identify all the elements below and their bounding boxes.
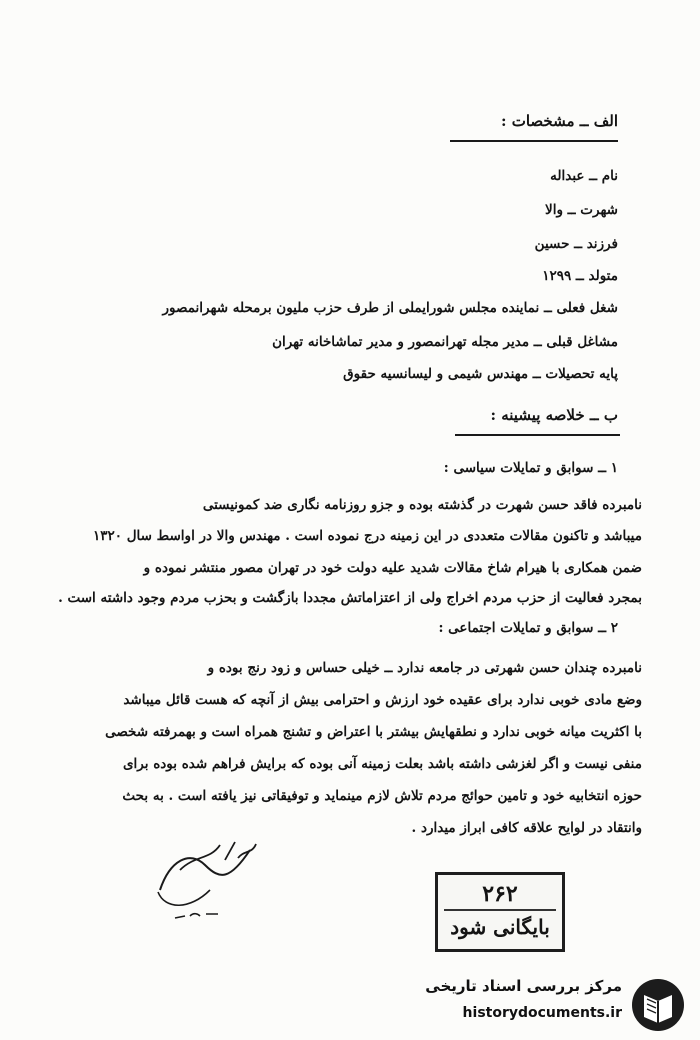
paragraph-line: ضمن همکاری با هیرام شاخ مقالات شدید علیه دولت خود در تهران مصور منتشر نموده و [143,560,642,576]
handwritten-signature [150,830,270,930]
stamp-text: بایگانی شود [450,915,550,939]
field-previous-job: مشاغل قبلی ــ مدیر مجله تهرانمصور و مدیر تماشاخانه تهران [272,334,618,350]
item1-heading: ۱ ــ سوابق و تمایلات سیاسی : [443,460,618,476]
paragraph-line: وضع مادی خوبی ندارد برای عقیده خود ارزش و احترامی بیش از آنچه که هست قائل میباشد [123,692,642,708]
paragraph-line: بمجرد فعالیت از حزب مردم اخراج ولی از اعتزاماتش مجددا بازگشت و بحزب مردم وجود داشته است . [58,590,642,606]
paragraph-line: نامبرده فاقد حسن شهرت در گذشته بوده و جزو روزنامه نگاری ضد کمونیستی [202,497,642,513]
paragraph-line: میباشد و تاکنون مقالات متعددی در این زمینه درج نموده است . مهندس والا در اواسط سال ۱۳۲۰ [93,528,642,544]
heading-underline [455,434,620,436]
field-current-job: شغل فعلی ــ نماینده مجلس شورایملی از طرف حزب ملیون برمحله شهرانمصور [162,300,618,316]
stamp-number: ۲۶۲ [482,881,518,907]
section-a-heading: الف ــ مشخصات : [500,112,618,130]
item2-heading: ۲ ــ سوابق و تمایلات اجتماعی : [438,620,618,636]
paragraph-line: نامبرده چندان حسن شهرتی در جامعه ندارد ــ خیلی حساس و زود رنج بوده و [207,660,642,676]
paragraph-line: وانتقاد در لوایح علاقه کافی ابراز میدارد . [411,820,642,836]
site-url[interactable]: historydocuments.ir [462,1005,622,1021]
field-surname: شهرت ــ والا [545,202,618,218]
paragraph-line: با اکثریت میانه خوبی ندارد و نطقهایش بیشتر با اعتراض و تشنج همراه است و بهمرفته شخصی [105,724,642,740]
paragraph-line: حوزه انتخابیه خود و تامین حوائج مردم تلاش لازم مینماید و توفیقاتی نیز یافته است . به بحث [122,788,642,804]
archive-stamp [435,872,565,952]
heading-underline [450,140,618,142]
book-icon [630,977,686,1033]
field-father: فرزند ــ حسین [534,236,618,252]
section-b-heading: ب ــ خلاصه پیشینه : [490,406,618,424]
field-name: نام ــ عبداله [550,168,618,184]
field-birth: متولد ــ ۱۲۹۹ [542,268,618,284]
footer-brand [420,975,690,1035]
field-education: پایه تحصیلات ــ مهندس شیمی و لیسانسیه حقوق [343,366,618,382]
org-name: مرکز بررسی اسناد تاریخی [425,977,622,995]
stamp-divider [444,909,556,911]
paragraph-line: منفی نیست و اگر لغزشی داشته باشد بعلت زمینه آنی بوده که برایش فراهم شده بوده برای [122,756,642,772]
